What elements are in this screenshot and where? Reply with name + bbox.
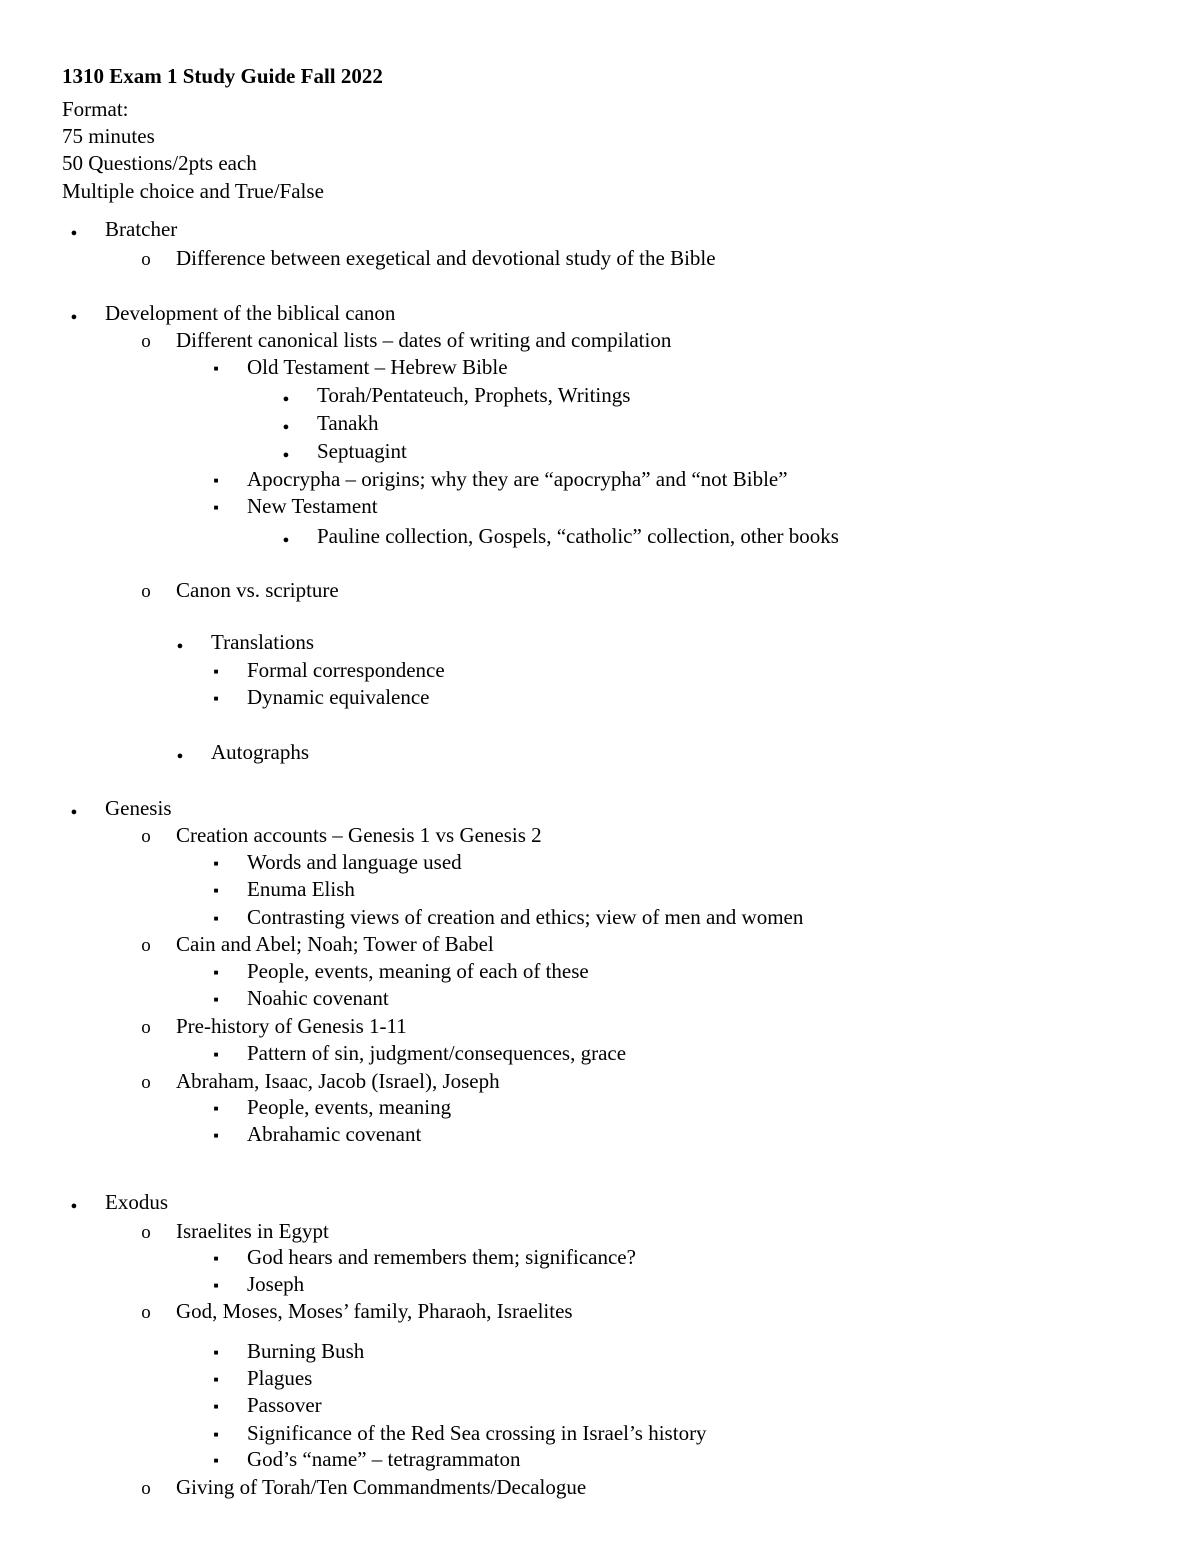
bullet-square-icon: [208, 957, 224, 985]
list-item: [0, 381, 1200, 409]
bullet-disc-icon: [66, 794, 82, 822]
bullet-square-icon: [208, 492, 224, 520]
bullet-circle-icon: [138, 576, 154, 604]
list-item: [0, 794, 1200, 822]
list-item-text: Translations: [211, 630, 315, 654]
bullet-circle-icon: [138, 1297, 154, 1325]
list-item-text: New Testament: [247, 494, 378, 518]
bullet-square-icon: [208, 1445, 224, 1473]
list-item-text: Abrahamic covenant: [247, 1122, 422, 1146]
bullet-disc-icon: [278, 437, 294, 465]
list-item: [0, 1419, 1200, 1447]
list-item: [0, 903, 1200, 931]
list-item-text: Enuma Elish: [247, 877, 355, 901]
list-item: [0, 1391, 1200, 1419]
list-item: [0, 930, 1200, 958]
list-item-text: Significance of the Red Sea crossing in Israel’s history: [247, 1421, 707, 1445]
bullet-circle-icon: [138, 1217, 154, 1245]
list-item-text: God, Moses, Moses’ family, Pharaoh, Israelites: [176, 1299, 573, 1323]
bullet-square-icon: [208, 903, 224, 931]
list-item-text: Pattern of sin, judgment/consequences, grace: [247, 1041, 627, 1065]
list-item: [0, 1364, 1200, 1392]
bullet-square-icon: [208, 1419, 224, 1447]
list-item: [0, 437, 1200, 465]
bullet-square-icon: [208, 683, 224, 711]
list-item: [0, 875, 1200, 903]
format-duration: 75 minutes: [62, 124, 155, 148]
list-item: [0, 576, 1200, 604]
list-item: [0, 409, 1200, 437]
list-item: [0, 1188, 1200, 1216]
bullet-circle-icon: [138, 1012, 154, 1040]
list-item: [0, 1297, 1200, 1325]
list-item-text: Development of the biblical canon: [105, 301, 396, 325]
list-item-text: Autographs: [211, 740, 309, 764]
list-item-text: God’s “name” – tetragrammaton: [247, 1447, 521, 1471]
bullet-square-icon: [208, 1243, 224, 1271]
list-item: [0, 984, 1200, 1012]
list-item-text: Israelites in Egypt: [176, 1219, 329, 1243]
list-item-text: Cain and Abel; Noah; Tower of Babel: [176, 932, 494, 956]
bullet-square-icon: [208, 656, 224, 684]
list-item: [0, 1120, 1200, 1148]
list-item: [0, 1067, 1200, 1095]
list-item: [0, 821, 1200, 849]
list-item: [0, 244, 1200, 272]
list-item: [0, 1337, 1200, 1365]
bullet-square-icon: [208, 848, 224, 876]
page-title: 1310 Exam 1 Study Guide Fall 2022: [62, 64, 383, 88]
bullet-circle-icon: [138, 821, 154, 849]
list-item-text: God hears and remembers them; significance?: [247, 1245, 636, 1269]
list-item-text: Abraham, Isaac, Jacob (Israel), Joseph: [176, 1069, 500, 1093]
list-item-text: People, events, meaning: [247, 1095, 452, 1119]
list-item-text: Plagues: [247, 1366, 313, 1390]
bullet-disc-icon: [172, 628, 188, 656]
list-item-text: Septuagint: [317, 439, 407, 463]
format-questions: 50 Questions/2pts each: [62, 151, 257, 175]
list-item-text: Torah/Pentateuch, Prophets, Writings: [317, 383, 631, 407]
list-item: [0, 957, 1200, 985]
list-item: [0, 522, 1200, 550]
list-item: [0, 1243, 1200, 1271]
bullet-square-icon: [208, 1039, 224, 1067]
format-types: Multiple choice and True/False: [62, 179, 324, 203]
list-item: [0, 1270, 1200, 1298]
list-item: [0, 353, 1200, 381]
list-item-text: Noahic covenant: [247, 986, 389, 1010]
list-item: [0, 299, 1200, 327]
list-item-text: People, events, meaning of each of these: [247, 959, 589, 983]
bullet-disc-icon: [278, 381, 294, 409]
list-item: [0, 326, 1200, 354]
list-item-text: Creation accounts – Genesis 1 vs Genesis 2: [176, 823, 542, 847]
bullet-square-icon: [208, 984, 224, 1012]
list-item-text: Joseph: [247, 1272, 305, 1296]
list-item: [0, 683, 1200, 711]
bullet-circle-icon: [138, 930, 154, 958]
list-item-text: Formal correspondence: [247, 658, 445, 682]
bullet-circle-icon: [138, 1473, 154, 1501]
list-item: [0, 1012, 1200, 1040]
bullet-disc-icon: [66, 299, 82, 327]
list-item-text: Canon vs. scripture: [176, 578, 339, 602]
bullet-disc-icon: [66, 1188, 82, 1216]
list-item: [0, 848, 1200, 876]
bullet-disc-icon: [278, 409, 294, 437]
list-item-text: Pre-history of Genesis 1-11: [176, 1014, 407, 1038]
list-item: [0, 1093, 1200, 1121]
list-item-text: Genesis: [105, 796, 172, 820]
bullet-square-icon: [208, 1337, 224, 1365]
bullet-square-icon: [208, 353, 224, 381]
list-item-text: Giving of Torah/Ten Commandments/Decalogue: [176, 1475, 587, 1499]
list-item-text: Apocrypha – origins; why they are “apocrypha” and “not Bible”: [247, 467, 788, 491]
list-item-text: Pauline collection, Gospels, “catholic” collection, other books: [317, 524, 839, 548]
bullet-circle-icon: [138, 326, 154, 354]
list-item: [0, 492, 1200, 520]
list-item-text: Dynamic equivalence: [247, 685, 430, 709]
bullet-square-icon: [208, 875, 224, 903]
list-item: [0, 628, 1200, 656]
format-label: Format:: [62, 97, 129, 121]
list-item: [0, 215, 1200, 243]
list-item: [0, 1217, 1200, 1245]
list-item-text: Passover: [247, 1393, 322, 1417]
list-item-text: Contrasting views of creation and ethics; view of men and women: [247, 905, 804, 929]
list-item: [0, 738, 1200, 766]
list-item: [0, 465, 1200, 493]
bullet-square-icon: [208, 1270, 224, 1298]
bullet-circle-icon: [138, 244, 154, 272]
bullet-square-icon: [208, 1093, 224, 1121]
bullet-square-icon: [208, 1391, 224, 1419]
bullet-square-icon: [208, 465, 224, 493]
bullet-disc-icon: [278, 522, 294, 550]
bullet-disc-icon: [66, 215, 82, 243]
list-item: [0, 656, 1200, 684]
list-item-text: Difference between exegetical and devotional study of the Bible: [176, 246, 716, 270]
bullet-square-icon: [208, 1364, 224, 1392]
list-item: [0, 1039, 1200, 1067]
list-item: [0, 1445, 1200, 1473]
list-item-text: Words and language used: [247, 850, 462, 874]
list-item-text: Old Testament – Hebrew Bible: [247, 355, 508, 379]
list-item-text: Tanakh: [317, 411, 379, 435]
list-item-text: Different canonical lists – dates of writing and compilation: [176, 328, 672, 352]
bullet-circle-icon: [138, 1067, 154, 1095]
bullet-disc-icon: [172, 738, 188, 766]
list-item-text: Burning Bush: [247, 1339, 365, 1363]
list-item-text: Exodus: [105, 1190, 168, 1214]
list-item-text: Bratcher: [105, 217, 178, 241]
bullet-square-icon: [208, 1120, 224, 1148]
list-item: [0, 1473, 1200, 1501]
